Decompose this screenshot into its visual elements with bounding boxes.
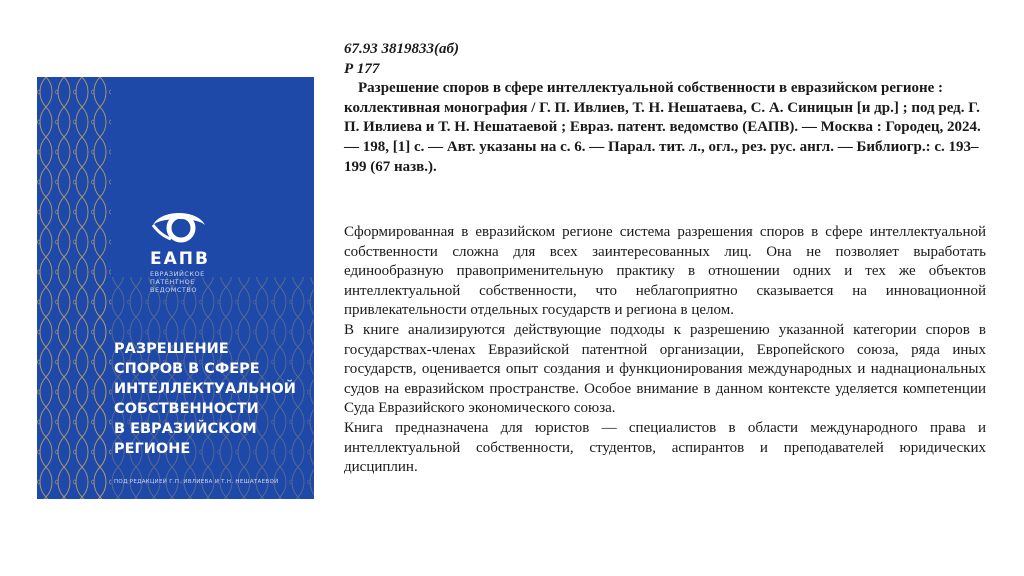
cover-title-line: РЕГИОНЕ	[114, 441, 191, 457]
cover-title-line: СОБСТВЕННОСТИ	[114, 401, 259, 417]
cover-org-line: ПАТЕНТНОЕ	[150, 278, 195, 286]
annotation-paragraph: В книге анализируются действующие подходы к разрешению указанной категории споров в государствах-членах Евразийской патентной организации, Европейского союза, ряда иных государств, оценивается опыт создания и функционирования международных и наднациональных судов на евразийском пространстве. Особое внимание в данном контексте уделяется компетенции Суда Евразийского экономического союза.	[344, 321, 986, 417]
annotation-paragraph: Сформированная в евразийском регионе система разрешения споров в сфере интеллектуальной собственности сложна для всех заинтересованных лиц. Она не позволяет выработать единообразную правоприменительную практику в отношении одних и тех же объектов интеллектуальной собственности, что неблагоприятно сказывается на инновационной привлекательности отдельных государств и региона в целом.	[344, 224, 986, 319]
annotation	[344, 223, 986, 478]
bibliographic-description: Разрешение споров в сфере интеллектуальной собственности в евразийском регионе : коллективная монография / Г. П. Ивлиев, Т. Н. Нешатаева, С. А. Синицын [и др.] ; под ред. Г. П. Ивлиева и Т. Н. Нешатаевой ; Евраз. патент. ведомство (ЕАПВ). — Москва : Городец, 2024. — 198, [1] с. — Авт. указаны на с. 6. — Парал. тит. л., огл., рез. рус. англ. — Библиогр.: с. 193–199 (67 назв.).	[344, 80, 981, 175]
cover-title	[114, 339, 309, 459]
cover-title-line: СПОРОВ В СФЕРЕ	[114, 361, 260, 377]
cover-org-line: ВЕДОМСТВО	[150, 286, 197, 294]
cover-editors: ПОД РЕДАКЦИЕЙ Г.П. ИВЛИЕВА И Т.Н. НЕШАТАЕВОЙ	[114, 479, 279, 485]
book-cover	[37, 77, 314, 499]
eapv-eye-logo-icon	[149, 203, 209, 247]
cover-org-line: ЕВРАЗИЙСКОЕ	[150, 270, 205, 278]
author-sign: Р 177	[344, 60, 380, 77]
classification-index: 67.93 3819833(аб)	[344, 41, 459, 57]
cover-title-line: ИНТЕЛЛЕКТУАЛЬНОЙ	[114, 381, 296, 397]
cover-title-line: РАЗРЕШЕНИЕ	[114, 341, 229, 357]
cover-organization	[150, 270, 240, 294]
cover-logo-abbr: ЕАПВ	[150, 249, 210, 269]
annotation-paragraph: Книга предназначена для юристов — специалистов в области международного права и интеллектуальной собственности, студентов, аспирантов и преподавателей юридических дисциплин.	[344, 419, 986, 476]
cover-title-line: В ЕВРАЗИЙСКОМ	[114, 421, 257, 437]
bibliographic-record	[344, 40, 986, 177]
